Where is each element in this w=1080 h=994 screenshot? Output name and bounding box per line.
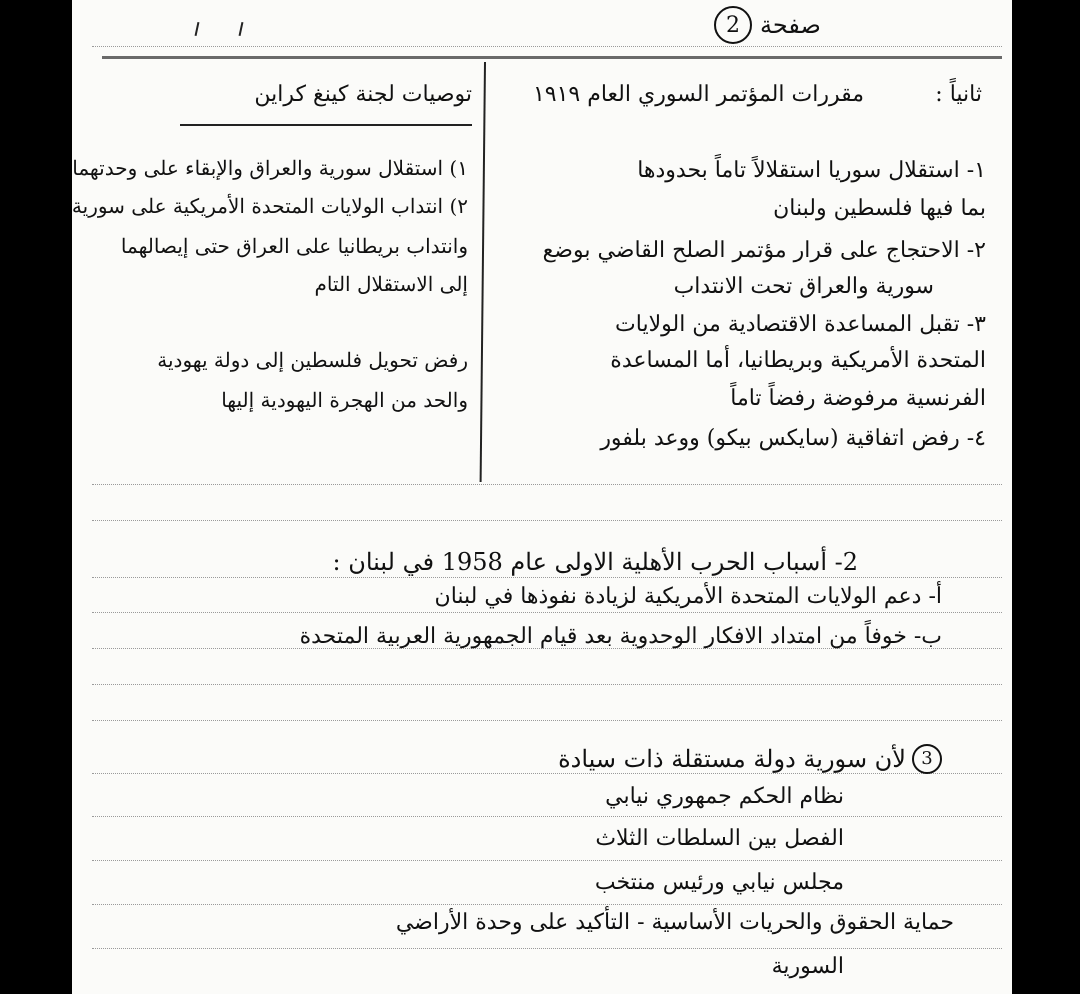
header-rule <box>102 56 1002 59</box>
reason-heading <box>558 744 942 774</box>
rule-line <box>92 520 1002 521</box>
right-item: ٤- رفض اتفاقية (سايكس بيكو) ووعد بلفور <box>600 426 986 451</box>
right-item: ٢- الاحتجاج على قرار مؤتمر الصلح القاضي بوضع <box>542 238 986 263</box>
right-item: الفرنسية مرفوضة رفضاً تاماً <box>730 386 986 411</box>
reason-item: السورية <box>771 954 844 979</box>
left-item: وانتداب بريطانيا على العراق حتى إيصالهما <box>120 234 468 258</box>
title-underline <box>180 124 472 126</box>
left-column-title: توصيات لجنة كينغ كراين <box>254 82 472 107</box>
date-mark <box>239 22 244 36</box>
left-item: إلى الاستقلال التام <box>314 272 468 296</box>
section-heading: ثانياً : <box>935 82 982 107</box>
cause-item: ب- خوفاً من امتداد الافكار الوحدوية بعد قيام الجمهورية العربية المتحدة <box>299 624 942 649</box>
rule-line <box>92 860 1002 861</box>
cause-item: أ- دعم الولايات المتحدة الأمريكية لزيادة نفوذها في لبنان <box>434 584 942 609</box>
reason-text: لأن سورية دولة مستقلة ذات سيادة <box>558 745 906 773</box>
page-number <box>714 6 821 44</box>
reason-item: نظام الحكم جمهوري نيابي <box>605 784 844 809</box>
reason-item: الفصل بين السلطات الثلاث <box>595 826 844 851</box>
reason-item: مجلس نيابي ورئيس منتخب <box>594 870 844 895</box>
right-item: ٣- تقبل المساعدة الاقتصادية من الولايات <box>615 312 986 337</box>
rule-line <box>92 46 1002 47</box>
rule-line <box>92 948 1002 949</box>
rule-line <box>92 612 1002 613</box>
left-item: والحد من الهجرة اليهودية إليها <box>221 388 468 412</box>
right-item: سورية والعراق تحت الانتداب <box>673 274 934 299</box>
rule-line <box>92 684 1002 685</box>
notebook-page <box>72 0 1012 994</box>
page-number-circle: 2 <box>714 6 752 44</box>
rule-line <box>92 720 1002 721</box>
page-word: صفحة <box>760 11 821 39</box>
right-item: ١- استقلال سوريا استقلالاً تاماً بحدودها <box>637 158 986 183</box>
rule-line <box>92 577 1002 578</box>
left-item: ١) استقلال سورية والعراق والإبقاء على وحدتهما <box>72 156 468 180</box>
right-item: بما فيها فلسطين ولبنان <box>773 196 986 221</box>
rule-line <box>92 904 1002 905</box>
column-divider <box>480 62 486 482</box>
reason-item: حماية الحقوق والحريات الأساسية - التأكيد على وحدة الأراضي <box>395 910 954 935</box>
left-item: ٢) انتداب الولايات المتحدة الأمريكية على سورية <box>72 194 468 218</box>
rule-line <box>92 816 1002 817</box>
rule-line <box>92 484 1002 485</box>
right-column-title: مقررات المؤتمر السوري العام ١٩١٩ <box>532 82 864 107</box>
left-item: رفض تحويل فلسطين إلى دولة يهودية <box>157 348 468 372</box>
right-item: المتحدة الأمريكية وبريطانيا، أما المساعدة <box>610 348 986 373</box>
date-mark <box>195 22 200 36</box>
causes-heading: 2- أسباب الحرب الأهلية الاولى عام 1958 في لبنان : <box>332 548 858 576</box>
item-number-circle: 3 <box>912 744 942 774</box>
